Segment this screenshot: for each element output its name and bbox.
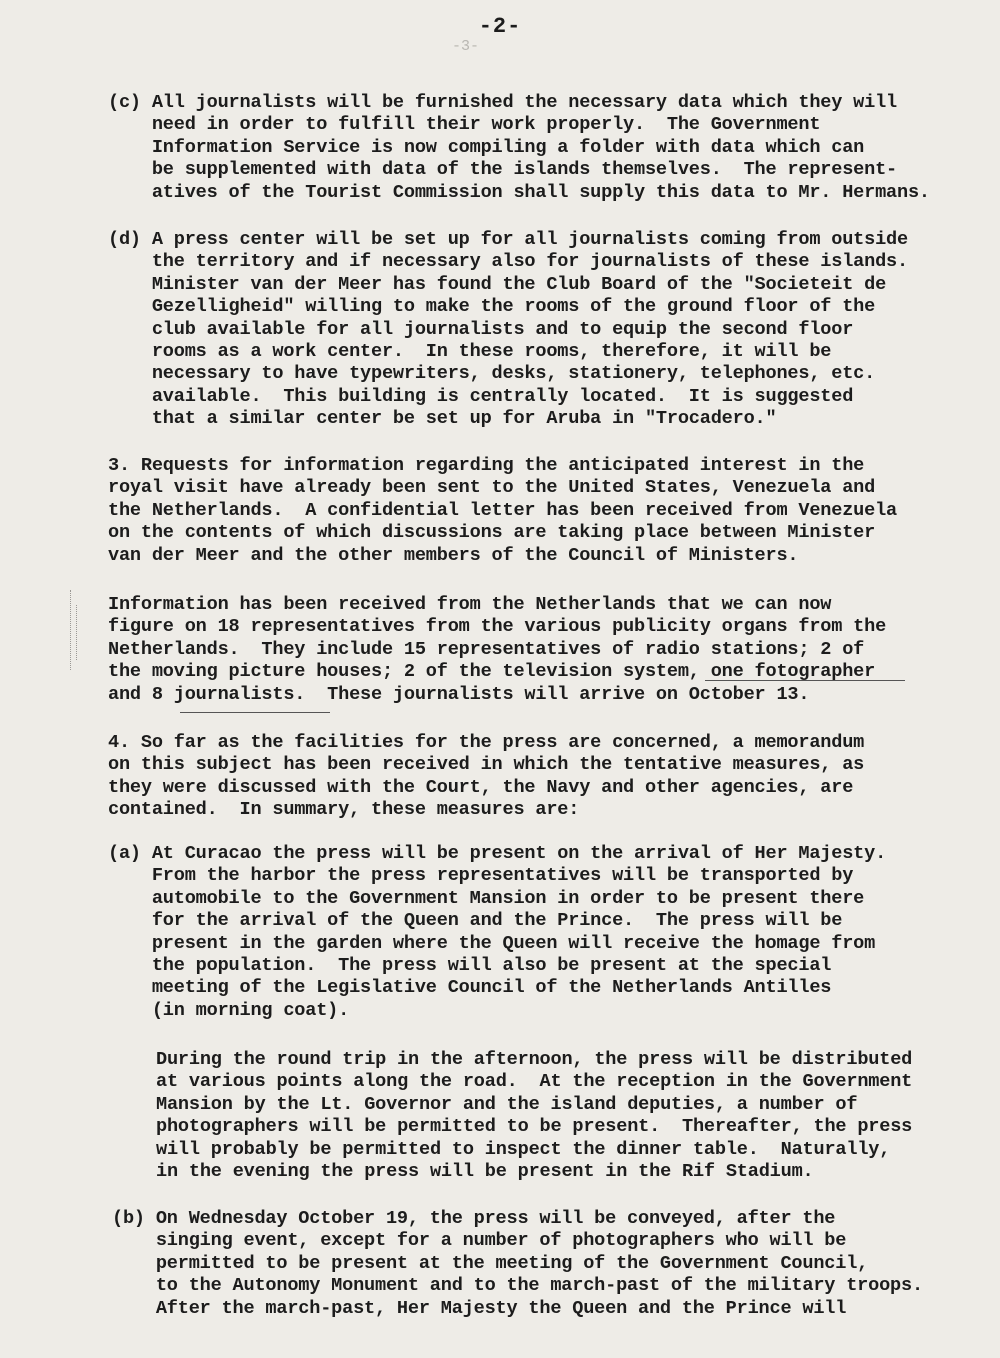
page-number: -2-	[478, 14, 522, 39]
text-line: rooms as a work center. In these rooms, therefore, it will be	[108, 341, 832, 363]
text-line: singing event, except for a number of photographers who will be	[112, 1230, 847, 1252]
text-line: automobile to the Government Mansion in order to be present there	[108, 887, 865, 909]
text-line: permitted to be present at the meeting of the Government Council,	[112, 1252, 869, 1274]
text-line: to the Autonomy Monument and to the march-past of the military troops.	[112, 1275, 923, 1297]
paragraph-3-requests	[108, 455, 1000, 567]
text-line: they were discussed with the Court, the Navy and other agencies, are	[108, 776, 854, 798]
text-line: Gezelligheid" willing to make the rooms of the ground floor of the	[108, 296, 876, 318]
left-margin-smudge-2	[76, 605, 77, 660]
text-line: atives of the Tourist Commission shall supply this data to Mr. Hermans.	[108, 181, 930, 203]
text-line: meeting of the Legislative Council of the Netherlands Antilles	[108, 977, 832, 999]
handwritten-underline	[705, 680, 905, 681]
text-line: need in order to fulfill their work properly. The Government	[108, 114, 821, 136]
text-line: Netherlands. They include 15 representatives of radio stations; 2 of	[108, 638, 865, 660]
bleed-through-page-number: -3-	[452, 38, 480, 55]
text-line: available. This building is centrally located. It is suggested	[108, 385, 854, 407]
text-line: photographers will be permitted to be present. Thereafter, the press	[156, 1116, 913, 1138]
text-line: Minister van der Meer has found the Club Board of the "Societeit de	[108, 273, 887, 295]
left-margin-smudge	[70, 590, 71, 670]
text-line: on the contents of which discussions are taking place between Minister	[108, 522, 876, 544]
paragraph-c-journalists-data	[108, 92, 1000, 204]
text-line: the territory and if necessary also for journalists of these islands.	[108, 251, 908, 273]
text-line: van der Meer and the other members of the Council of Ministers.	[108, 544, 799, 566]
text-line: Mansion by the Lt. Governor and the island deputies, a number of	[156, 1093, 858, 1115]
text-line: (c) All journalists will be furnished the necessary data which they will	[108, 92, 897, 113]
text-line: figure on 18 representatives from the various publicity organs from the	[108, 616, 887, 638]
text-line: the Netherlands. A confidential letter has been received from Venezuela	[108, 499, 897, 521]
text-line: After the march-past, Her Majesty the Queen and the Prince will	[112, 1297, 847, 1319]
text-line: that a similar center be set up for Aruba in "Trocadero."	[108, 408, 777, 430]
text-line: (d) A press center will be set up for all journalists coming from outside	[108, 229, 908, 250]
text-line: club available for all journalists and to equip the second floor	[108, 318, 854, 340]
paragraph-a-curacao-arrival	[108, 843, 1000, 1022]
text-line: for the arrival of the Queen and the Prince. The press will be	[108, 910, 843, 932]
text-line: royal visit have already been sent to the United States, Venezuela and	[108, 477, 876, 499]
text-line: the moving picture houses; 2 of the television system, one fotographer	[108, 661, 876, 683]
text-line: present in the garden where the Queen will receive the homage from	[108, 932, 876, 954]
text-line: be supplemented with data of the islands themselves. The represent-	[108, 159, 897, 181]
paragraph-d-press-center	[108, 229, 1000, 431]
text-line: on this subject has been received in which the tentative measures, as	[108, 754, 865, 776]
text-line: will probably be permitted to inspect the dinner table. Naturally,	[156, 1138, 891, 1160]
paragraph-a-round-trip	[156, 1049, 1000, 1183]
paragraph-4-facilities	[108, 732, 1000, 822]
text-line: the population. The press will also be present at the special	[108, 955, 832, 977]
handwritten-underline-2	[180, 712, 330, 713]
paragraph-netherlands-representatives	[108, 594, 1000, 706]
text-line: Information Service is now compiling a folder with data which can	[108, 136, 865, 158]
text-line: 3. Requests for information regarding the anticipated interest in the	[108, 455, 865, 476]
text-line: (in morning coat).	[108, 999, 350, 1021]
text-line: Information has been received from the Netherlands that we can now	[108, 594, 832, 615]
text-line: at various points along the road. At the reception in the Government	[156, 1071, 913, 1093]
text-line: 4. So far as the facilities for the press are concerned, a memorandum	[108, 732, 865, 753]
text-line: During the round trip in the afternoon, the press will be distributed	[156, 1049, 913, 1070]
paragraph-b-wednesday	[112, 1208, 1000, 1320]
text-line: (b) On Wednesday October 19, the press will be conveyed, after the	[112, 1208, 836, 1229]
text-line: necessary to have typewriters, desks, stationery, telephones, etc.	[108, 363, 876, 385]
text-line: contained. In summary, these measures are:	[108, 799, 580, 821]
text-line: From the harbor the press representatives will be transported by	[108, 865, 854, 887]
text-line: (a) At Curacao the press will be present on the arrival of Her Majesty.	[108, 843, 887, 864]
text-line: and 8 journalists. These journalists will arrive on October 13.	[108, 683, 810, 705]
text-line: in the evening the press will be present in the Rif Stadium.	[156, 1161, 814, 1183]
